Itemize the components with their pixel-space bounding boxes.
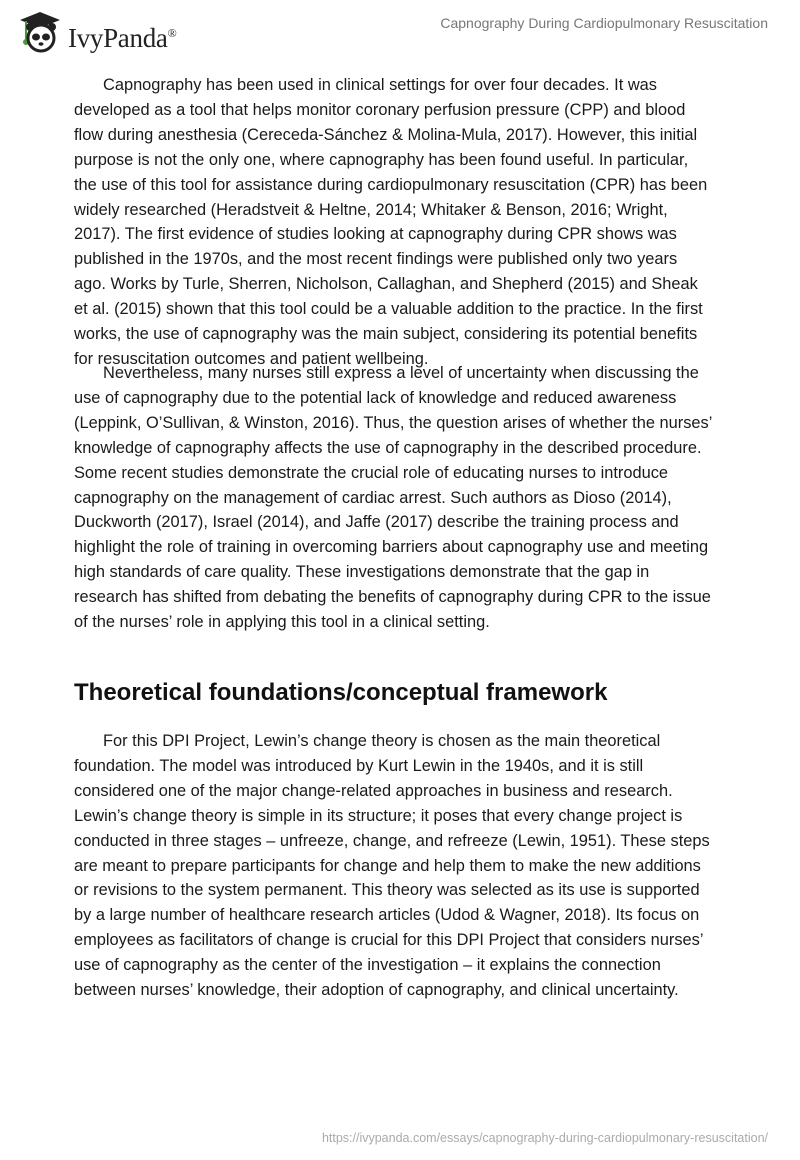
text-line: employees as facilitators of change is crucial for this DPI Project that considers nurses’ [74,931,704,950]
text-line: capnography on the management of cardiac arrest. Such authors as Dioso (2014), [74,488,672,507]
text-line: Lewin’s change theory is simple in its structure; it poses that every change project is [74,806,683,825]
text-line: knowledge of capnography affects the use of capnography in the described procedure. [74,438,702,457]
text-line: purpose is not the only one, where capnography has been found useful. In particular, [74,150,689,169]
text-line: et al. (2015) shown that this tool could be a valuable addition to the practice. In the first [74,300,703,319]
brand-name [68,23,176,54]
text-line: the use of this tool for assistance during cardiopulmonary resuscitation (CPR) has been [74,175,708,194]
text-line: Some recent studies demonstrate the crucial role of educating nurses to introduce [74,463,669,482]
text-line: are meant to prepare participants for change and help them to make the new additions [74,856,701,875]
text-line: published in the 1970s, and the most recent findings were published only two years [74,250,678,269]
text-line: flow during anesthesia (Cereceda-Sánchez & Molina-Mula, 2017). However, this initial [74,125,698,144]
text-line: of the nurses’ role in applying this tool in a clinical setting. [74,613,490,632]
section-heading: Theoretical foundations/conceptual framework [74,679,608,706]
text-line: Duckworth (2017), Israel (2014), and Jaffe (2017) describe the training process and [74,513,679,532]
text-line: foundation. The model was introduced by Kurt Lewin in the 1940s, and it is still [74,756,644,775]
text-line: between nurses’ knowledge, their adoption of capnography, and clinical uncertainty. [74,981,679,1000]
text-line: highlight the role of training in overcoming barriers about capnography use and meeting [74,538,709,557]
paragraph-3 [74,729,774,1003]
text-line: high standards of care quality. These investigations demonstrate that the gap in [74,563,650,582]
text-line: developed as a tool that helps monitor coronary perfusion pressure (CPP) and blood [74,100,686,119]
registered-mark: ® [167,25,177,40]
text-line: widely researched (Heradstveit & Heltne, 2014; Whitaker & Benson, 2016; Wright, [74,200,668,219]
footer-url-link[interactable]: https://ivypanda.com/essays/capnography-during-cardiopulmonary-resuscitation/ [321,1131,768,1145]
ivypanda-logo[interactable] [18,10,176,54]
text-line: research has shifted from debating the benefits of capnography during CPR to the issue [74,588,711,607]
paragraph-2 [74,361,774,635]
text-line: ago. Works by Turle, Sherren, Nicholson, Callaghan, and Shepherd (2015) and Sheak [74,275,698,294]
brand-text: IvyPanda [68,22,168,53]
text-line: (Leppink, O’Sullivan, & Winston, 2016). Thus, the question arises of whether the nurses’ [74,413,713,432]
text-line: Nevertheless, many nurses still express a level of uncertainty when discussing the [103,364,699,382]
text-line: considered one of the major change-related approaches in business and research. [74,781,673,800]
text-line: by a large number of healthcare research articles (Udod & Wagner, 2018). Its focus on [74,906,700,925]
text-line: or revisions to the system permanent. This theory was selected as its use is supported [74,881,700,900]
text-line: use of capnography due to the potential lack of knowledge and reduced awareness [74,388,677,407]
text-line: for resuscitation outcomes and patient wellbeing. [74,349,429,368]
text-line: use of capnography as the center of the investigation – it explains the connection [74,956,661,975]
text-line: conducted in three stages – unfreeze, change, and refreeze (Lewin, 1951). These steps [74,831,710,850]
document-title: Capnography During Cardiopulmonary Resuscitation [440,15,768,31]
text-line: works, the use of capnography was the main subject, considering its potential benefits [74,325,698,344]
text-line: Capnography has been used in clinical settings for over four decades. It was [103,76,657,94]
text-line: 2017). The first evidence of studies looking at capnography during CPR shows was [74,225,677,244]
paragraph-1 [74,73,774,372]
panda-graduate-icon [18,10,62,54]
text-line: For this DPI Project, Lewin’s change theory is chosen as the main theoretical [103,732,661,750]
